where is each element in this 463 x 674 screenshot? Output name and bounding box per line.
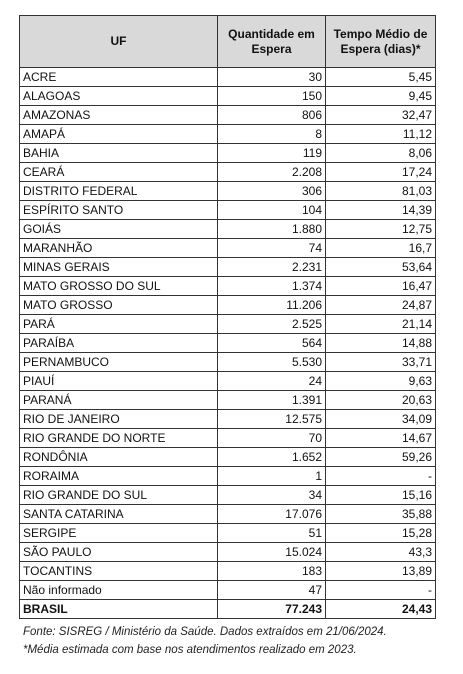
avg-time-cell: 16,47	[326, 277, 436, 296]
uf-cell: CEARÁ	[20, 163, 218, 182]
uf-cell: MARANHÃO	[20, 239, 218, 258]
uf-cell: BAHIA	[20, 144, 218, 163]
total-uf-cell: BRASIL	[20, 600, 218, 619]
avg-time-cell: 9,63	[326, 372, 436, 391]
table-row	[20, 334, 436, 353]
uf-cell: RIO GRANDE DO NORTE	[20, 429, 218, 448]
avg-time-cell: 81,03	[326, 182, 436, 201]
uf-cell: RIO DE JANEIRO	[20, 410, 218, 429]
footnote: *Média estimada com base nos atendimentos realizado em 2023.	[23, 644, 357, 656]
source-note: Fonte: SISREG / Ministério da Saúde. Dados extraídos em 21/06/2024.	[23, 626, 387, 638]
header-uf: UF	[20, 16, 218, 68]
total-avg-time-cell: 24,43	[326, 600, 436, 619]
uf-cell: RONDÔNIA	[20, 448, 218, 467]
table-row	[20, 87, 436, 106]
uf-cell: ESPÍRITO SANTO	[20, 201, 218, 220]
quantity-cell: 1	[218, 467, 326, 486]
table-row	[20, 410, 436, 429]
table-row	[20, 372, 436, 391]
avg-time-cell: 17,24	[326, 163, 436, 182]
table-row	[20, 562, 436, 581]
table-row	[20, 239, 436, 258]
quantity-cell: 47	[218, 581, 326, 600]
header-quantity: Quantidade em Espera	[218, 16, 326, 68]
table-row	[20, 296, 436, 315]
table-row	[20, 277, 436, 296]
avg-time-cell: 16,7	[326, 239, 436, 258]
avg-time-cell: 14,67	[326, 429, 436, 448]
uf-cell: GOIÁS	[20, 220, 218, 239]
uf-cell: Não informado	[20, 581, 218, 600]
quantity-cell: 1.880	[218, 220, 326, 239]
quantity-cell: 11.206	[218, 296, 326, 315]
quantity-cell: 2.525	[218, 315, 326, 334]
table-row	[20, 258, 436, 277]
uf-cell: MATO GROSSO	[20, 296, 218, 315]
avg-time-cell: 43,3	[326, 543, 436, 562]
uf-cell: RORAIMA	[20, 467, 218, 486]
table-row	[20, 505, 436, 524]
table-row	[20, 429, 436, 448]
quantity-cell: 74	[218, 239, 326, 258]
quantity-cell: 30	[218, 68, 326, 87]
quantity-cell: 70	[218, 429, 326, 448]
quantity-cell: 2.208	[218, 163, 326, 182]
quantity-cell: 183	[218, 562, 326, 581]
uf-cell: SERGIPE	[20, 524, 218, 543]
table-row	[20, 68, 436, 87]
avg-time-cell: 12,75	[326, 220, 436, 239]
avg-time-cell: -	[326, 581, 436, 600]
table-row	[20, 524, 436, 543]
quantity-cell: 12.575	[218, 410, 326, 429]
quantity-cell: 564	[218, 334, 326, 353]
avg-time-cell: 24,87	[326, 296, 436, 315]
avg-time-cell: 15,16	[326, 486, 436, 505]
uf-cell: ALAGOAS	[20, 87, 218, 106]
avg-time-cell: -	[326, 467, 436, 486]
table-row	[20, 467, 436, 486]
quantity-cell: 5.530	[218, 353, 326, 372]
avg-time-cell: 14,39	[326, 201, 436, 220]
quantity-cell: 34	[218, 486, 326, 505]
quantity-cell: 1.374	[218, 277, 326, 296]
table-body	[20, 68, 436, 619]
avg-time-cell: 15,28	[326, 524, 436, 543]
quantity-cell: 24	[218, 372, 326, 391]
quantity-cell: 15.024	[218, 543, 326, 562]
table-row	[20, 543, 436, 562]
uf-cell: MATO GROSSO DO SUL	[20, 277, 218, 296]
quantity-cell: 119	[218, 144, 326, 163]
avg-time-cell: 9,45	[326, 87, 436, 106]
uf-cell: SANTA CATARINA	[20, 505, 218, 524]
uf-cell: AMAZONAS	[20, 106, 218, 125]
avg-time-cell: 35,88	[326, 505, 436, 524]
uf-cell: SÃO PAULO	[20, 543, 218, 562]
table-row	[20, 163, 436, 182]
avg-time-cell: 53,64	[326, 258, 436, 277]
quantity-cell: 306	[218, 182, 326, 201]
table-row	[20, 486, 436, 505]
uf-cell: AMAPÁ	[20, 125, 218, 144]
avg-time-cell: 13,89	[326, 562, 436, 581]
quantity-cell: 2.231	[218, 258, 326, 277]
waiting-time-table	[19, 15, 436, 619]
quantity-cell: 8	[218, 125, 326, 144]
quantity-cell: 806	[218, 106, 326, 125]
table-row	[20, 448, 436, 467]
table-row	[20, 220, 436, 239]
header-avg-time: Tempo Médio de Espera (dias)*	[326, 16, 436, 68]
table-row	[20, 201, 436, 220]
avg-time-cell: 33,71	[326, 353, 436, 372]
quantity-cell: 1.391	[218, 391, 326, 410]
table-row	[20, 315, 436, 334]
table-header-row	[20, 16, 436, 68]
quantity-cell: 104	[218, 201, 326, 220]
avg-time-cell: 8,06	[326, 144, 436, 163]
uf-cell: ACRE	[20, 68, 218, 87]
uf-cell: PARÁ	[20, 315, 218, 334]
uf-cell: DISTRITO FEDERAL	[20, 182, 218, 201]
table-row	[20, 125, 436, 144]
quantity-cell: 150	[218, 87, 326, 106]
table-row	[20, 391, 436, 410]
quantity-cell: 1.652	[218, 448, 326, 467]
table-row	[20, 581, 436, 600]
avg-time-cell: 11,12	[326, 125, 436, 144]
avg-time-cell: 59,26	[326, 448, 436, 467]
uf-cell: MINAS GERAIS	[20, 258, 218, 277]
uf-cell: PARAÍBA	[20, 334, 218, 353]
table-row	[20, 353, 436, 372]
uf-cell: PERNAMBUCO	[20, 353, 218, 372]
avg-time-cell: 14,88	[326, 334, 436, 353]
avg-time-cell: 32,47	[326, 106, 436, 125]
quantity-cell: 17.076	[218, 505, 326, 524]
avg-time-cell: 21,14	[326, 315, 436, 334]
avg-time-cell: 34,09	[326, 410, 436, 429]
uf-cell: PIAUÍ	[20, 372, 218, 391]
table-row	[20, 106, 436, 125]
total-row	[20, 600, 436, 619]
table-row	[20, 144, 436, 163]
uf-cell: PARANÁ	[20, 391, 218, 410]
table-row	[20, 182, 436, 201]
avg-time-cell: 20,63	[326, 391, 436, 410]
avg-time-cell: 5,45	[326, 68, 436, 87]
total-quantity-cell: 77.243	[218, 600, 326, 619]
uf-cell: RIO GRANDE DO SUL	[20, 486, 218, 505]
waiting-time-table-container	[19, 15, 436, 619]
uf-cell: TOCANTINS	[20, 562, 218, 581]
quantity-cell: 51	[218, 524, 326, 543]
